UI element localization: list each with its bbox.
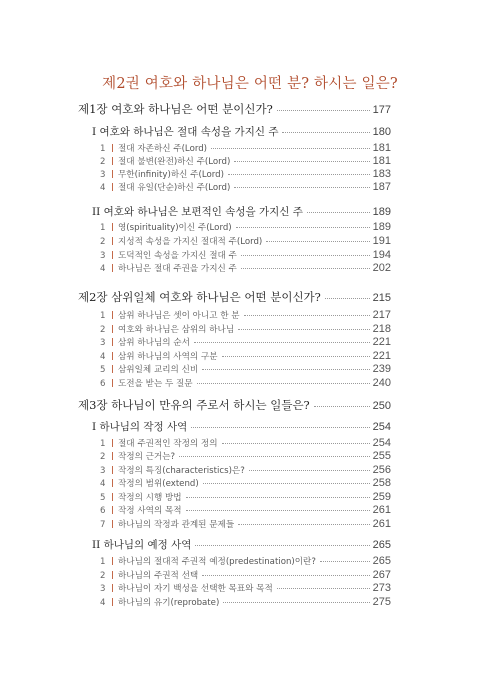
page-number: 261 [372, 504, 391, 516]
item-text: 작정 사역의 목적 [118, 506, 182, 516]
page-number: 187 [372, 181, 391, 193]
item-separator [112, 325, 113, 333]
item-text: 도덕적인 속성을 가지신 절대 주 [118, 251, 237, 261]
item-number: 3 [100, 584, 106, 594]
dot-leader [197, 383, 370, 384]
toc-section-1-1[interactable] [92, 124, 391, 139]
dot-leader [325, 298, 370, 299]
item-number: 5 [100, 365, 106, 375]
toc-item[interactable] [100, 437, 391, 449]
toc-section-3-2[interactable] [92, 537, 391, 552]
item-text: 작정의 시행 방법 [118, 493, 182, 503]
section-label: II 여호와 하나님은 보편적인 속성을 가지신 주 [92, 206, 303, 218]
toc-item[interactable] [100, 235, 391, 247]
page-number: 267 [372, 569, 391, 581]
page-number: 275 [372, 596, 391, 608]
dot-leader [244, 315, 370, 316]
item-text: 삼위 하나님의 사역의 구분 [118, 352, 218, 362]
dot-leader [191, 427, 369, 428]
item-text: 작정의 근거는? [118, 452, 176, 462]
item-separator [112, 144, 113, 152]
dot-leader [314, 406, 370, 407]
page-number: 254 [372, 421, 391, 433]
section-label: I 하나님의 작정 사역 [92, 421, 188, 433]
dot-leader [238, 524, 370, 525]
toc-item[interactable] [100, 582, 391, 594]
dot-leader [236, 227, 370, 228]
item-number: 6 [100, 506, 106, 516]
volume-title: 제2권 여호와 하나님은 어떤 분? 하시는 일은? [102, 76, 398, 92]
item-separator [112, 352, 113, 360]
item-number: 4 [100, 479, 106, 489]
page-number: 202 [372, 262, 391, 274]
toc-item[interactable] [100, 555, 391, 567]
toc-item[interactable] [100, 249, 391, 261]
dot-leader [222, 443, 370, 444]
item-text: 절대 자존하신 주(Lord) [118, 144, 208, 154]
toc-item[interactable] [100, 450, 391, 462]
item-number: 2 [100, 237, 106, 247]
toc-item[interactable] [100, 323, 391, 335]
page-number: 194 [372, 249, 391, 261]
dot-leader [282, 132, 369, 133]
dot-leader [238, 329, 370, 330]
page-number: 240 [372, 377, 391, 389]
item-number: 3 [100, 170, 106, 180]
item-text: 여호와 하나님은 삼위의 하나님 [118, 325, 235, 335]
item-separator [112, 479, 113, 487]
page-number: 265 [372, 539, 391, 551]
item-text: 하나님의 유기(reprobate) [118, 598, 220, 608]
toc-item[interactable] [100, 168, 391, 180]
toc-item[interactable] [100, 262, 391, 274]
dot-leader [241, 268, 370, 269]
toc-item[interactable] [100, 464, 391, 476]
page-number: 256 [372, 464, 391, 476]
item-number: 3 [100, 251, 106, 261]
item-separator [112, 452, 113, 460]
page-number: 215 [372, 292, 391, 304]
item-separator [112, 598, 113, 606]
item-number: 6 [100, 379, 106, 389]
dot-leader [211, 148, 370, 149]
dot-leader [228, 174, 370, 175]
dot-leader [195, 545, 369, 546]
dot-leader [222, 356, 370, 357]
item-separator [112, 557, 113, 565]
item-text: 절대 불변(완전)하신 주(Lord) [118, 157, 231, 167]
item-number: 3 [100, 466, 106, 476]
toc-chapter-1[interactable] [78, 101, 391, 117]
dot-leader [234, 187, 369, 188]
chapter-label: 제3장 하나님이 만유의 주로서 하시는 일들은? [78, 398, 310, 412]
section-label: I 여호와 하나님은 절대 속성을 가지신 주 [92, 126, 279, 138]
page-number: 183 [372, 168, 391, 180]
page-number: 258 [372, 477, 391, 489]
item-separator [112, 584, 113, 592]
page-number: 265 [372, 555, 391, 567]
item-text: 도전을 받는 두 질문 [118, 379, 193, 389]
dot-leader [202, 369, 369, 370]
toc-item[interactable] [100, 336, 391, 348]
item-separator [112, 439, 113, 447]
item-number: 1 [100, 557, 106, 567]
page-number: 259 [372, 491, 391, 503]
item-number: 2 [100, 452, 106, 462]
toc-item[interactable] [100, 309, 391, 321]
toc-item[interactable] [100, 155, 391, 167]
toc-item[interactable] [100, 377, 391, 389]
item-separator [112, 365, 113, 373]
toc-item[interactable] [100, 181, 391, 193]
chapter-label: 제2장 삼위일체 여호와 하나님은 어떤 분이신가? [78, 290, 321, 304]
item-separator [112, 506, 113, 514]
chapter-label: 제1장 여호와 하나님은 어떤 분이신가? [78, 102, 273, 116]
item-number: 4 [100, 264, 106, 274]
dot-leader [266, 241, 369, 242]
item-text: 절대 주권적인 작정의 정의 [118, 439, 218, 449]
toc-item[interactable] [100, 363, 391, 375]
item-number: 2 [100, 571, 106, 581]
item-text: 삼위일체 교리의 신비 [118, 365, 199, 375]
item-separator [112, 466, 113, 474]
dot-leader [179, 456, 370, 457]
toc-item[interactable] [100, 221, 391, 233]
item-separator [112, 223, 113, 231]
item-number: 1 [100, 223, 106, 233]
item-number: 4 [100, 598, 106, 608]
page-number: 261 [372, 518, 391, 530]
item-separator [112, 379, 113, 387]
toc-item[interactable] [100, 518, 391, 530]
page-number: 254 [372, 437, 391, 449]
dot-leader [277, 110, 370, 111]
dot-leader [203, 483, 370, 484]
toc-section-3-1[interactable] [92, 419, 391, 434]
dot-leader [234, 161, 369, 162]
toc-item[interactable] [100, 504, 391, 516]
page-number: 250 [372, 400, 391, 412]
item-number: 2 [100, 157, 106, 167]
item-separator [112, 493, 113, 501]
dot-leader [277, 588, 370, 589]
page-number: 255 [372, 450, 391, 462]
toc-section-1-2[interactable] [92, 204, 391, 219]
dot-leader [223, 602, 369, 603]
item-text: 작정의 특징(characteristics)은? [118, 466, 245, 476]
item-text: 하나님의 작정과 관계된 문제들 [118, 520, 235, 530]
page-number: 181 [372, 155, 391, 167]
item-separator [112, 520, 113, 528]
toc-item[interactable] [100, 350, 391, 362]
toc-item[interactable] [100, 569, 391, 581]
dot-leader [249, 470, 370, 471]
page-number: 221 [372, 336, 391, 348]
section-label: II 하나님의 예정 사역 [92, 539, 192, 551]
toc-item[interactable] [100, 491, 391, 503]
item-number: 3 [100, 338, 106, 348]
item-separator [112, 338, 113, 346]
item-text: 하나님은 절대 주권을 가지신 주 [118, 264, 237, 274]
page-number: 191 [372, 235, 391, 247]
item-number: 4 [100, 352, 106, 362]
item-text: 삼위 하나님의 순서 [118, 338, 190, 348]
item-text: 하나님의 주권적 선택 [118, 571, 199, 581]
item-separator [112, 183, 113, 191]
item-separator [112, 170, 113, 178]
page-number: 239 [372, 363, 391, 375]
item-text: 하나님의 절대적 주권적 예정(predestination)이란? [118, 557, 316, 567]
item-text: 삼위 하나님은 셋이 아니고 한 분 [118, 311, 240, 321]
item-number: 1 [100, 439, 106, 449]
page-number: 180 [372, 126, 391, 138]
item-number: 7 [100, 520, 106, 530]
page-number: 218 [372, 323, 391, 335]
item-separator [112, 311, 113, 319]
item-text: 무한(infinity)하신 주(Lord) [118, 170, 224, 180]
toc-chapter-3[interactable] [78, 397, 391, 413]
toc-item[interactable] [100, 142, 391, 154]
dot-leader [320, 561, 370, 562]
page-number: 177 [372, 104, 391, 116]
item-separator [112, 264, 113, 272]
item-number: 1 [100, 144, 106, 154]
item-text: 작정의 범위(extend) [118, 479, 199, 489]
dot-leader [194, 342, 370, 343]
page-number: 217 [372, 309, 391, 321]
item-number: 1 [100, 311, 106, 321]
toc-item[interactable] [100, 596, 391, 608]
item-number: 5 [100, 493, 106, 503]
dot-leader [307, 212, 370, 213]
page-number: 189 [372, 206, 391, 218]
item-separator [112, 237, 113, 245]
dot-leader [186, 497, 370, 498]
page-number: 181 [372, 142, 391, 154]
item-separator [112, 157, 113, 165]
item-text: 영(spirituality)이신 주(Lord) [118, 223, 232, 233]
toc-chapter-2[interactable] [78, 289, 391, 305]
dot-leader [202, 575, 369, 576]
item-number: 2 [100, 325, 106, 335]
dot-leader [186, 510, 370, 511]
item-number: 4 [100, 183, 106, 193]
dot-leader [241, 255, 370, 256]
item-separator [112, 251, 113, 259]
item-text: 지성적 속성을 가지신 절대적 주(Lord) [118, 237, 263, 247]
page-number: 273 [372, 582, 391, 594]
item-text: 절대 유일(단순)하신 주(Lord) [118, 183, 231, 193]
toc-item[interactable] [100, 477, 391, 489]
page-number: 221 [372, 350, 391, 362]
page-number: 189 [372, 221, 391, 233]
item-text: 하나님이 자기 백성을 선택한 목표와 목적 [118, 584, 273, 594]
item-separator [112, 571, 113, 579]
